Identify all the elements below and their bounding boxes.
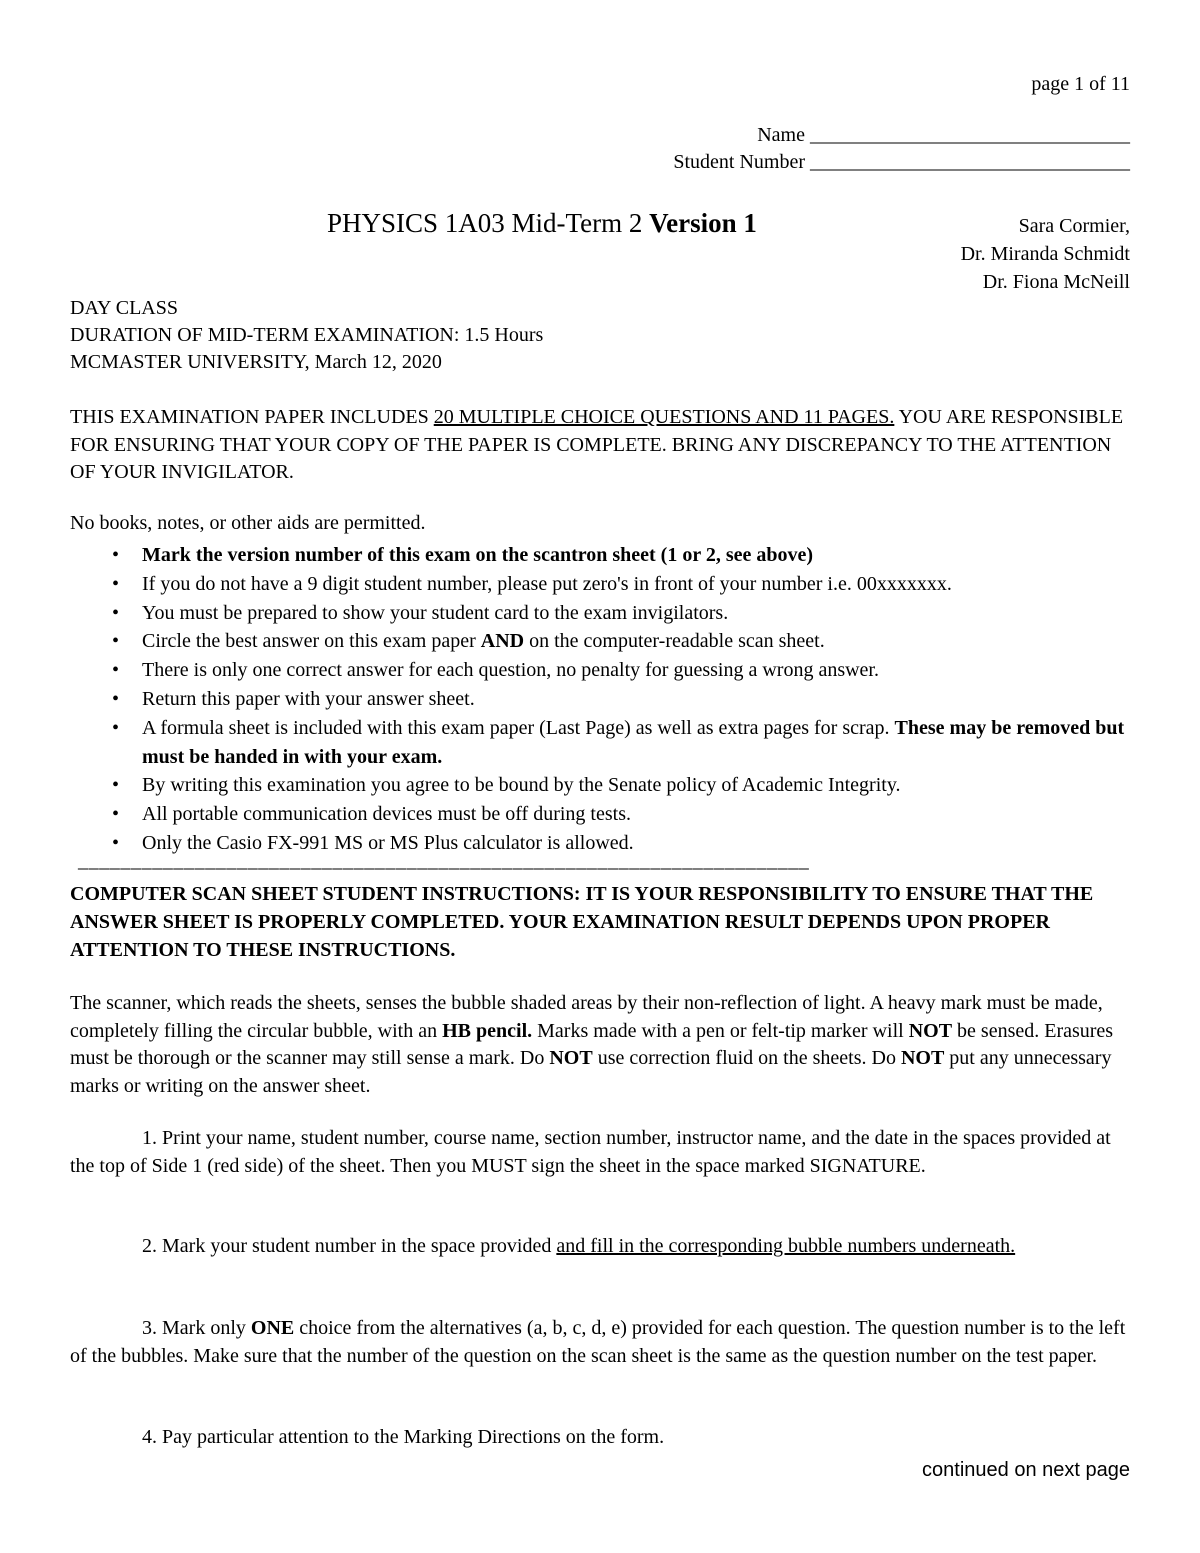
student-number-field: [673, 151, 1130, 174]
student-number-label: Student Number: [673, 151, 805, 173]
paper-notice: [70, 404, 1132, 487]
bullet-icon: •: [112, 601, 120, 624]
scan-sheet-heading: COMPUTER SCAN SHEET STUDENT INSTRUCTIONS: IT IS YOUR RESPONSIBILITY TO ENSURE THAT THE ANSWER SHEET IS PROPERLY COMPLETED. YOUR EXAMINATION RESULT DEPENDS UPON PROPER ATTENTION TO THESE INSTRUCTIONS.: [70, 883, 1094, 961]
scanner-instructions: [70, 990, 1132, 1100]
rule-text: Return this paper with your answer sheet.: [142, 687, 475, 710]
step-3: [70, 1315, 1132, 1370]
bullet-icon: •: [112, 774, 120, 797]
instructor-3: Dr. Fiona McNeill: [982, 271, 1130, 293]
paper-notice-after: YOU ARE RESPONSIBLE FOR ENSURING THAT YOUR COPY OF THE PAPER IS COMPLETE. BRING ANY DISCREPANCY TO THE ATTENTION OF YOUR INVIGILATOR.: [70, 406, 1124, 483]
name-field: [757, 124, 1130, 147]
separator-line: _____________________________________________________________________: [78, 850, 810, 872]
scanner-text: put any unnecessary marks or writing on the answer sheet.: [70, 1047, 1112, 1097]
rule-text: If you do not have a 9 digit student number, please put zero's in front of your number i.e. 00xxxxxxx.: [142, 572, 952, 595]
scanner-emphasis: NOT: [900, 1047, 945, 1069]
rule-text: By writing this examination you agree to be bound by the Senate policy of Academic Integrity.: [142, 774, 901, 797]
rule-item: [70, 541, 1132, 570]
instructor-2: Dr. Miranda Schmidt: [960, 243, 1130, 265]
scanner-emphasis: NOT: [549, 1047, 593, 1069]
step-text: 3. Mark only: [142, 1317, 251, 1339]
rule-text: on the computer-readable scan sheet.: [524, 630, 825, 653]
course-title: PHYSICS 1A03 Mid-Term 2: [327, 208, 650, 238]
paper-notice-before: THIS EXAMINATION PAPER INCLUDES: [70, 406, 434, 428]
rule-item: [70, 627, 1132, 656]
rule-text: Only the Casio FX-991 MS or MS Plus calculator is allowed.: [142, 831, 634, 854]
scanner-text: use correction fluid on the sheets. Do: [592, 1047, 901, 1069]
scanner-text: be sensed. Erasures must be thorough or the scanner may still sense a mark. Do: [70, 1019, 1114, 1069]
exam-duration: DURATION OF MID-TERM EXAMINATION: 1.5 Hours: [70, 324, 544, 346]
step-text: choice from the alternatives (a, b, c, d, e) provided for each question. The question number is to the left of the bubbles. Make sure that the number of the question on the scan sheet is the same as the question number on the test paper.: [70, 1317, 1126, 1367]
bullet-icon: •: [112, 544, 120, 566]
rule-text: There is only one correct answer for each question, no penalty for guessing a wrong answer.: [142, 659, 879, 682]
paper-notice-underlined: 20 MULTIPLE CHOICE QUESTIONS AND 11 PAGES.: [433, 406, 895, 428]
name-blank: ________________________________: [810, 124, 1130, 146]
scanner-text: The scanner, which reads the sheets, senses the bubble shaded areas by their non-reflection of light. A heavy mark must be made, completely filling the circular bubble, with an: [70, 992, 1103, 1042]
bullet-icon: •: [112, 630, 120, 653]
rule-emphasis: These may be removed but must be handed in with your exam.: [142, 716, 1125, 768]
exam-rules-list: [70, 541, 1132, 858]
rule-item: [70, 800, 1132, 829]
rule-text: Mark the version number of this exam on the scantron sheet (1 or 2, see above): [142, 544, 814, 566]
rule-item: [70, 771, 1132, 800]
step-underlined: and fill in the corresponding bubble numbers underneath.: [556, 1235, 1016, 1257]
rule-item: [70, 685, 1132, 714]
rule-item: [70, 570, 1132, 599]
rule-text: A formula sheet is included with this exam paper (Last Page) as well as extra pages for scrap.: [142, 716, 895, 739]
scanner-text: Marks made with a pen or felt-tip marker will: [532, 1019, 909, 1042]
rule-emphasis: AND: [480, 630, 525, 653]
class-type: DAY CLASS: [70, 297, 178, 319]
rule-text: Circle the best answer on this exam paper: [142, 630, 481, 653]
rule-item: [70, 599, 1132, 628]
rule-text: You must be prepared to show your student card to the exam invigilators.: [142, 601, 729, 624]
bullet-icon: •: [112, 687, 120, 710]
rule-item: [70, 714, 1132, 772]
step-emphasis: ONE: [250, 1317, 295, 1339]
step-2: [70, 1233, 1132, 1261]
step-4: 4. Pay particular attention to the Marking Directions on the form.: [142, 1426, 665, 1448]
version-label: Version 1: [649, 208, 757, 238]
scanner-emphasis: HB pencil.: [442, 1019, 533, 1042]
bullet-icon: •: [112, 659, 120, 682]
exam-title: [327, 208, 757, 239]
step-1: 1. Print your name, student number, course name, section number, instructor name, and the date in the spaces provided at the top of Side 1 (red side) of the sheet. Then you MUST sign the sheet in the space marked SIGNATURE.: [70, 1127, 1111, 1177]
bullet-icon: •: [112, 831, 120, 854]
university-date: MCMASTER UNIVERSITY, March 12, 2020: [70, 351, 442, 373]
step-text: 2. Mark your student number in the space provided: [142, 1235, 557, 1257]
aids-notice: No books, notes, or other aids are permitted.: [70, 512, 426, 534]
bullet-icon: •: [112, 803, 120, 826]
bullet-icon: •: [112, 572, 120, 595]
rule-text: All portable communication devices must be off during tests.: [142, 803, 631, 826]
student-number-blank: ________________________________: [810, 151, 1130, 173]
page-number: page 1 of 11: [1031, 73, 1130, 95]
bullet-icon: •: [112, 716, 120, 739]
continued-note: continued on next page: [922, 1459, 1130, 1481]
scanner-emphasis: NOT: [908, 1019, 953, 1042]
rule-item: [70, 656, 1132, 685]
name-label: Name: [757, 124, 805, 146]
instructor-1: Sara Cormier,: [1018, 215, 1130, 237]
